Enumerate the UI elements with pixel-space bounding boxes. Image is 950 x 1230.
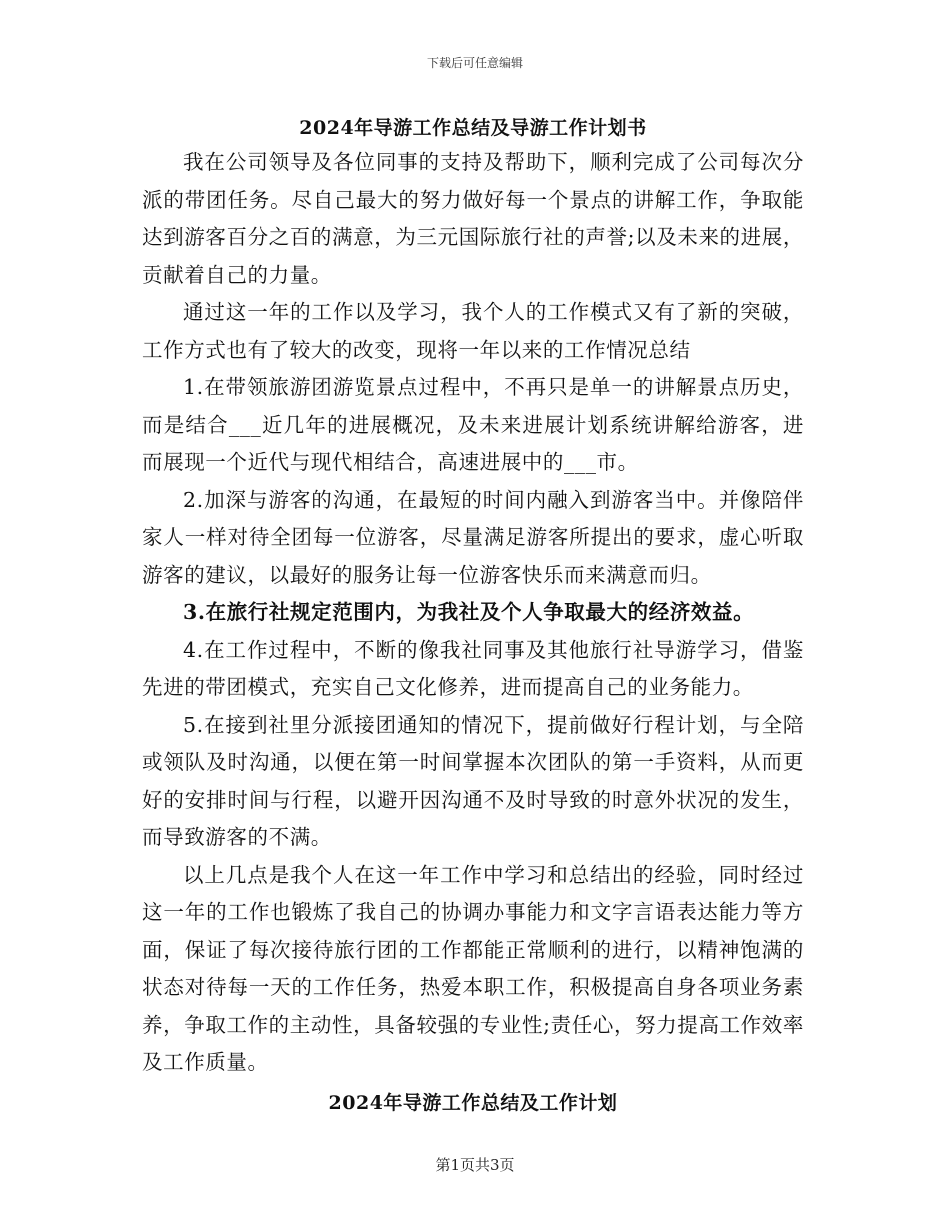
section-title: 2024年导游工作总结及工作计划: [328, 1091, 618, 1114]
page-number-footer: 第1页共3页: [435, 1156, 515, 1174]
paragraph-intro: 我在公司领导及各位同事的支持及帮助下，顺利完成了公司每次分派的带团任务。尽自己最大的努力做好每一个景点的讲解工作，争取能达到游客百分之百的满意，为三元国际旅行社的声誉;以及未来的进展，贡献着自己的力量。: [142, 150, 804, 287]
header-note: 下载后可任意编辑: [426, 56, 523, 70]
paragraph-item-4: 4.在工作过程中，不断的像我社同事及其他旅行社导游学习，借鉴先进的带团模式，充实自己文化修养，进而提高自己的业务能力。: [142, 637, 804, 699]
paragraph-item-2: 2.加深与游客的沟通，在最短的时间内融入到游客当中。并像陪伴家人一样对待全团每一位游客，尽量满足游客所提出的要求，虚心听取游客的建议，以最好的服务让每一位游客快乐而来满意而归。: [142, 487, 804, 587]
paragraph-conclusion: 以上几点是我个人在这一年工作中学习和总结出的经验，同时经过这一年的工作也锻炼了我自己的协调办事能力和文字言语表达能力等方面，保证了每次接待旅行团的工作都能正常顺利的进行，以精神饱满的状态对待每一天的工作任务，热爱本职工作，积极提高自身各项业务素养，争取工作的主动性，具备较强的专业性;责任心，努力提高工作效率及工作质量。: [142, 862, 804, 1074]
paragraph-item-1: 1.在带领旅游团游览景点过程中，不再只是单一的讲解景点历史，而是结合___近几年的进展概况，及未来进展计划系统讲解给游客，进而展现一个近代与现代相结合，高速进展中的___市。: [142, 375, 804, 474]
document-body: [142, 112, 804, 1124]
document-title: 2024年导游工作总结及导游工作计划书: [299, 117, 647, 139]
paragraph-summary-lead: 通过这一年的工作以及学习，我个人的工作模式又有了新的突破，工作方式也有了较大的改变，现将一年以来的工作情况总结: [142, 300, 804, 362]
paragraph-item-5: 5.在接到社里分派接团通知的情况下，提前做好行程计划，与全陪或领队及时沟通，以便在第一时间掌握本次团队的第一手资料，从而更好的安排时间与行程，以避开因沟通不及时导致的时意外状况的发生，而导致游客的不满。: [142, 712, 804, 849]
paragraph-item-3: 3.在旅行社规定范围内，为我社及个人争取最大的经济效益。: [183, 600, 755, 624]
